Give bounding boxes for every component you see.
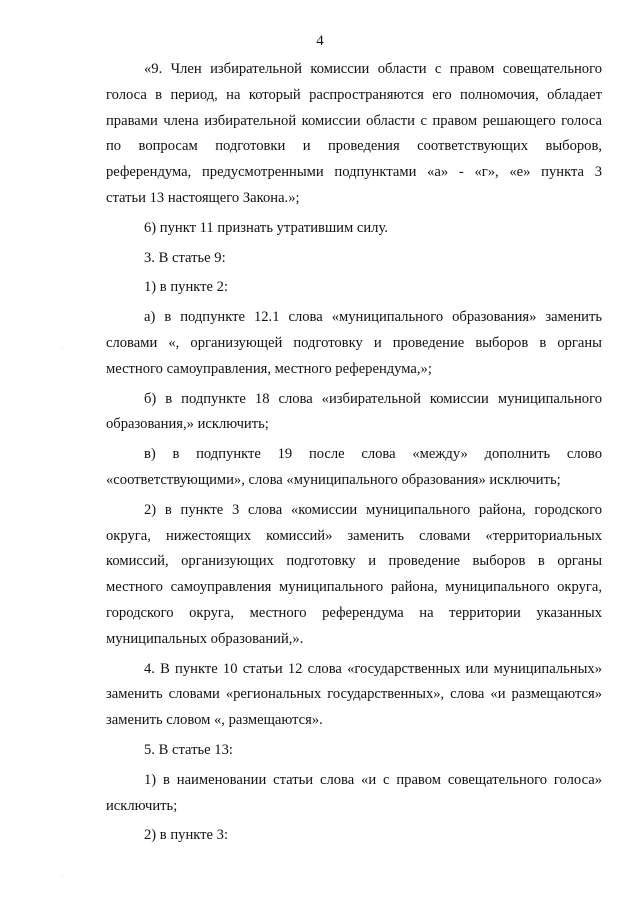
text-line: заменить словами «региональных государственных», слова «и размещаются» (106, 686, 602, 703)
text-line: 1) в наименовании статьи слова «и с правом совещательного голоса» (144, 771, 602, 788)
paragraph-item-6 (106, 216, 602, 242)
paragraph-section-4 (106, 657, 602, 734)
page-number: 4 (316, 33, 324, 49)
paragraph-subitem-a (106, 305, 602, 382)
text-line: местного самоуправления муниципального района, муниципального округа, (106, 579, 602, 596)
document-body (106, 57, 602, 849)
text-line: 6) пункт 11 признать утратившим силу. (144, 219, 388, 236)
text-line: а) в подпункте 12.1 слова «муниципального образования» заменить (144, 309, 602, 326)
paragraph-subitem-b (106, 387, 602, 439)
text-line: статьи 13 настоящего Закона.»; (106, 189, 300, 206)
text-line: местного самоуправления, местного референдума,»; (106, 360, 432, 377)
paragraph-subsection-2-item-3 (106, 823, 602, 849)
paragraph-subsection-1-title (106, 768, 602, 820)
text-line: 1) в пункте 2: (144, 279, 229, 296)
text-line: 5. В статье 13: (144, 741, 233, 758)
text-line: заменить словом «, размещаются». (106, 712, 323, 729)
paragraph-item-9 (106, 57, 602, 212)
text-line: б) в подпункте 18 слова «избирательной комиссии муниципального (144, 390, 602, 407)
text-line: правами члена избирательной комиссии области с правом решающего голоса (106, 112, 602, 129)
paragraph-section-3 (106, 246, 602, 272)
text-line: комиссий, организующих подготовку и проведение выборов в органы (106, 553, 602, 570)
text-line: по вопросам подготовки и проведения соответствующих выборов, (106, 138, 602, 155)
paragraph-subitem-v (106, 442, 602, 494)
scan-mark (62, 348, 63, 349)
text-line: голоса в период, на который распространяются его полномочия, обладает (106, 86, 602, 103)
text-line: 3. В статье 9: (144, 249, 226, 266)
text-line: округа, нижестоящих комиссий» заменить словами «территориальных (106, 527, 602, 544)
text-line: 2) в пункте 3 слова «комиссии муниципального района, городского (144, 501, 602, 518)
text-line: «9. Член избирательной комиссии области с правом совещательного (144, 61, 602, 77)
text-line: в) в подпункте 19 после слова «между» дополнить слово (144, 446, 602, 463)
text-line: городского округа, местного референдума на территории указанных (106, 604, 602, 621)
text-line: референдума, предусмотренными подпунктами «а» - «г», «е» пункта 3 (106, 164, 602, 181)
text-line: 2) в пункте 3: (144, 827, 229, 844)
text-line: 4. В пункте 10 статьи 12 слова «государственных или муниципальных» (144, 660, 602, 677)
text-line: муниципальных образований,». (106, 630, 304, 647)
paragraph-section-5 (106, 738, 602, 764)
paragraph-subsection-2 (106, 498, 602, 653)
text-line: словами «, организующей подготовку и проведение выборов в органы (106, 334, 602, 351)
text-line: исключить; (106, 797, 178, 814)
text-line: «соответствующими», слова «муниципального образования» исключить; (106, 471, 561, 488)
paragraph-subsection-1 (106, 275, 602, 301)
scan-mark (62, 876, 63, 877)
text-line: образования,» исключить; (106, 416, 269, 433)
